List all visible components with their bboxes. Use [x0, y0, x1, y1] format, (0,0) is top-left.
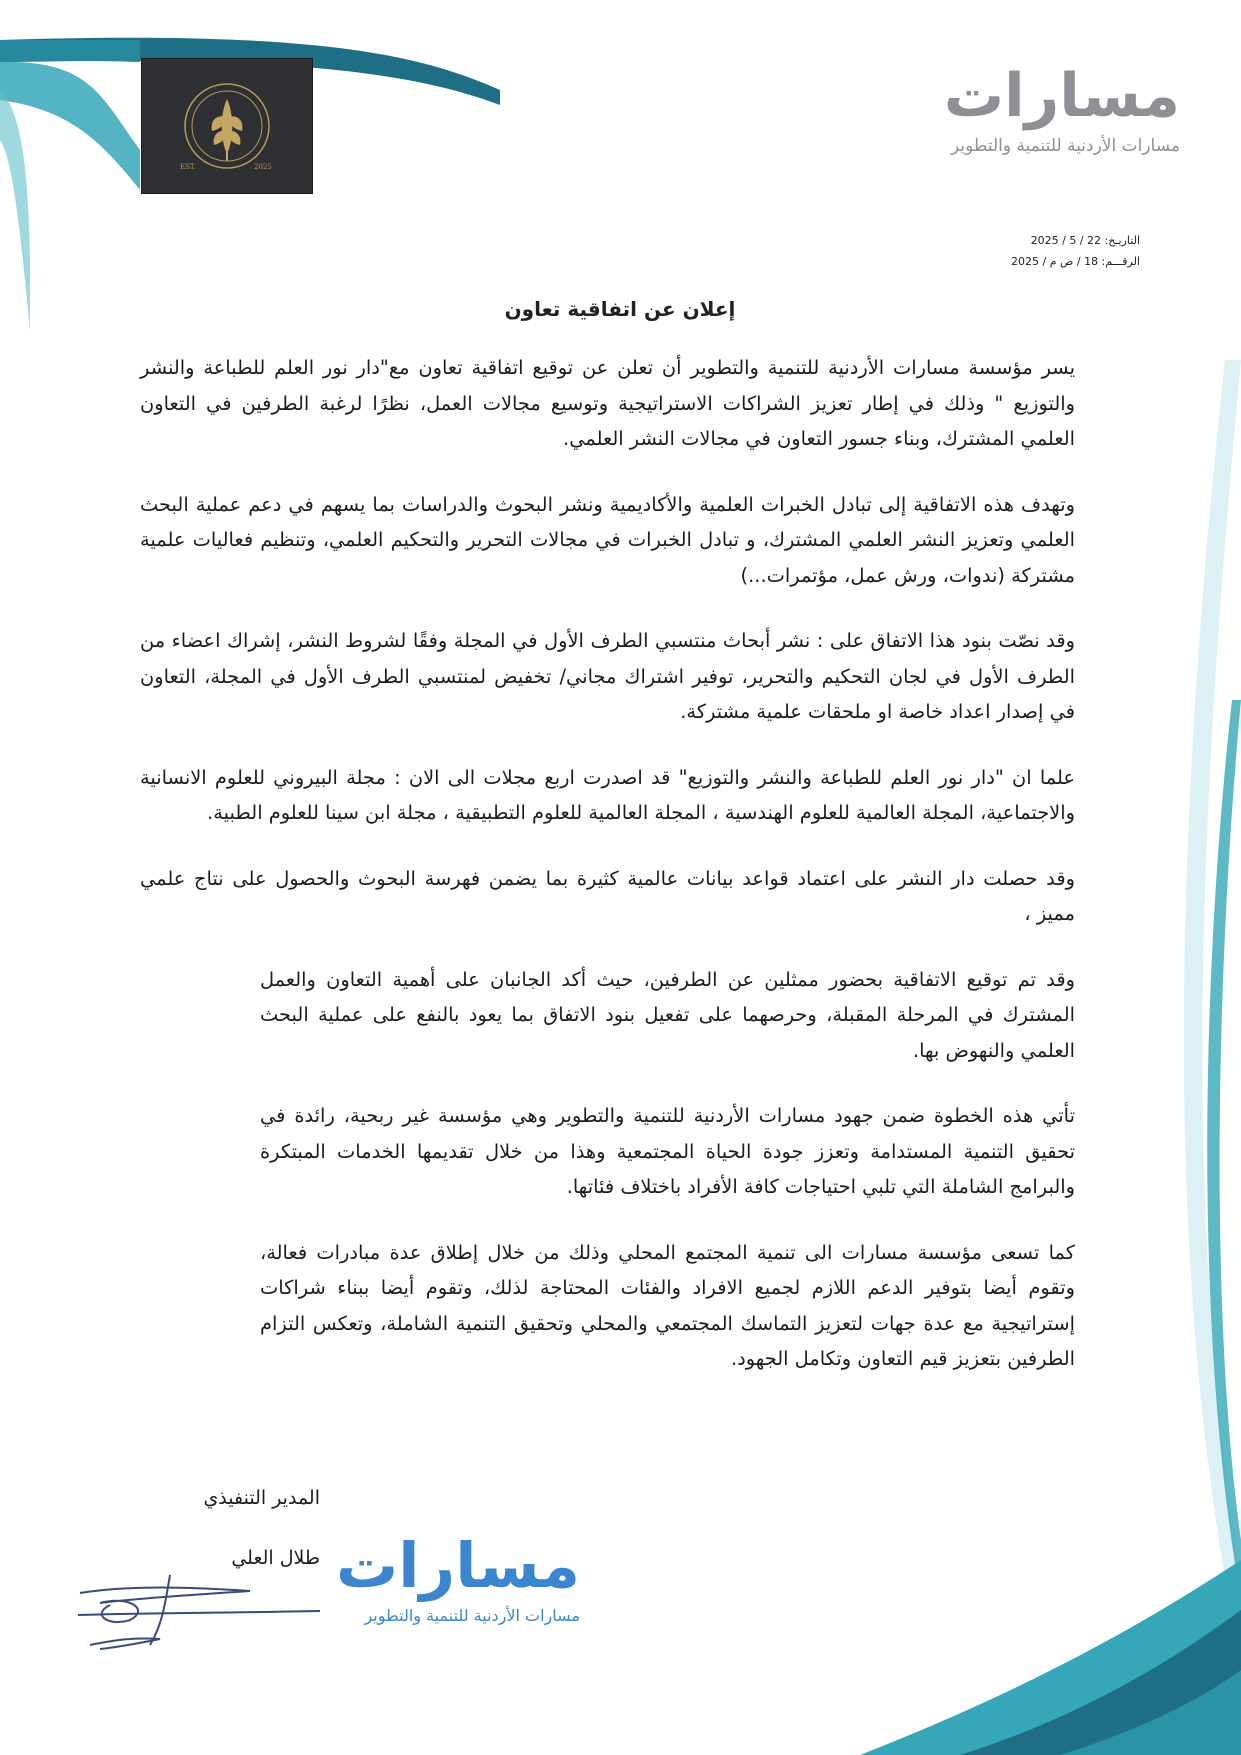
footer-brand-subtitle: مسارات الأردنية للتنمية والتطوير: [364, 1606, 580, 1625]
wheat-laurel-emblem-icon: [142, 59, 312, 193]
paragraph: وقد تم توقيع الاتفاقية بحضور ممثلين عن الطرفين، حيث أكد الجانبان على أهمية التعاون والعمل المشترك في المرحلة المقبلة، وحرصهما على تفعيل بنود الاتفاق بما يعود بالنفع على عملية البحث العلمي والنهوض بها.: [260, 967, 1075, 1062]
handwritten-signature: [70, 1565, 330, 1655]
paragraph: وقد حصلت دار النشر على اعتماد قواعد بيانات عالمية كثيرة بما يضمن فهرسة البحوث والحصول على نتاج علمي مميز ،: [140, 866, 1075, 925]
partner-logo: [141, 58, 313, 194]
footer-logo: [320, 1528, 580, 1638]
letter-meta: [960, 230, 1140, 272]
paragraph: كما تسعى مؤسسة مسارات الى تنمية المجتمع المحلي وذلك من خلال إطلاق عدة مبادرات فعالة، وتقوم أيضا بتوفير الدعم اللازم لجميع الافراد والفئات المحتاجة لذلك، وتقوم أيضا ببناء شراكات إستراتيجية مع عدة جهات لتعزيز التماسك المجتمعي والمحلي وتحقيق التنمية الشاملة، وتعكس التزام الطرفين بتعزيز قيم التعاون وتكامل الجهود.: [260, 1240, 1075, 1370]
signatory-name: طلال العلي: [231, 1547, 320, 1569]
paragraph: تأتي هذه الخطوة ضمن جهود مسارات الأردنية للتنمية والتطوير وهي مؤسسة غير ربحية، رائدة في تحقيق التنمية المستدامة وتعزز جودة الحياة المجتمعية وهذا من خلال تقديمها الخدمات المبتكرة والبرامج الشاملة التي تلبي احتياجات كافة الأفراد باختلاف فئاتها.: [260, 1104, 1075, 1198]
page-title: إعلان عن اتفاقية تعاون: [504, 297, 736, 321]
letter-ref: الرقـــم: 18 / ص م / 2025: [1011, 255, 1140, 268]
brand-logo: [920, 58, 1180, 188]
paragraph: وتهدف هذه الاتفاقية إلى تبادل الخبرات العلمية والأكاديمية ونشر البحوث والدراسات بما يسهم في دعم عملية البحث العلمي وتعزيز النشر العلمي المشترك، و تبادل الخبرات في مجالات التحرير والتحكيم العلمي، وتنظيم فعاليات علمية مشتركة (ندوات، ورش عمل، مؤتمرات...): [140, 492, 1075, 587]
brand-subtitle: مسارات الأردنية للتنمية والتطوير: [951, 136, 1180, 156]
paragraph: وقد نصّت بنود هذا الاتفاق على : نشر أبحاث منتسبي الطرف الأول في المجلة وفقًا لشروط النشر، إشراك اعضاء من الطرف الأول في لجان التحكيم والتحرير، توفير اشتراك مجاني/ تخفيض لمنتسبي الطرف الأول في المجلة، التعاون في إصدار اعداد خاصة او ملحقات علمية مشتركة.: [140, 629, 1075, 723]
letter-date: التاريـخ: 22 / 5 / 2025: [1030, 234, 1140, 247]
paragraph: يسر مؤسسة مسارات الأردنية للتنمية والتطوير أن تعلن عن توقيع اتفاقية تعاون مع"دار نور العلم للطباعة والنشر والتوزيع " وذلك في إطار تعزيز الشراكات الاستراتيجية وتوسيع مجالات العمل، نظرًا لرغبة الطرفين في التعاون العلمي المشترك، وبناء جسور التعاون في مجالات النشر العلمي.: [140, 356, 1075, 450]
partner-logo-est: EST.: [180, 163, 196, 171]
footer-brand-name: مسارات: [335, 1529, 580, 1602]
signatory-position: المدير التنفيذي: [203, 1487, 320, 1509]
brand-name: مسارات: [943, 61, 1180, 131]
paragraph: علما ان "دار نور العلم للطباعة والنشر والتوزيع" قد اصدرت اربع مجلات الى الان : مجلة البيروني للعلوم الانسانية والاجتماعية، المجلة العالمية للعلوم الهندسية ، المجلة العالمية للعلوم التطبيقية ، مجلة ابن سينا للعلوم الطبية.: [140, 765, 1075, 824]
partner-logo-year: 2025: [254, 163, 272, 171]
letter-body: [140, 350, 1075, 1407]
